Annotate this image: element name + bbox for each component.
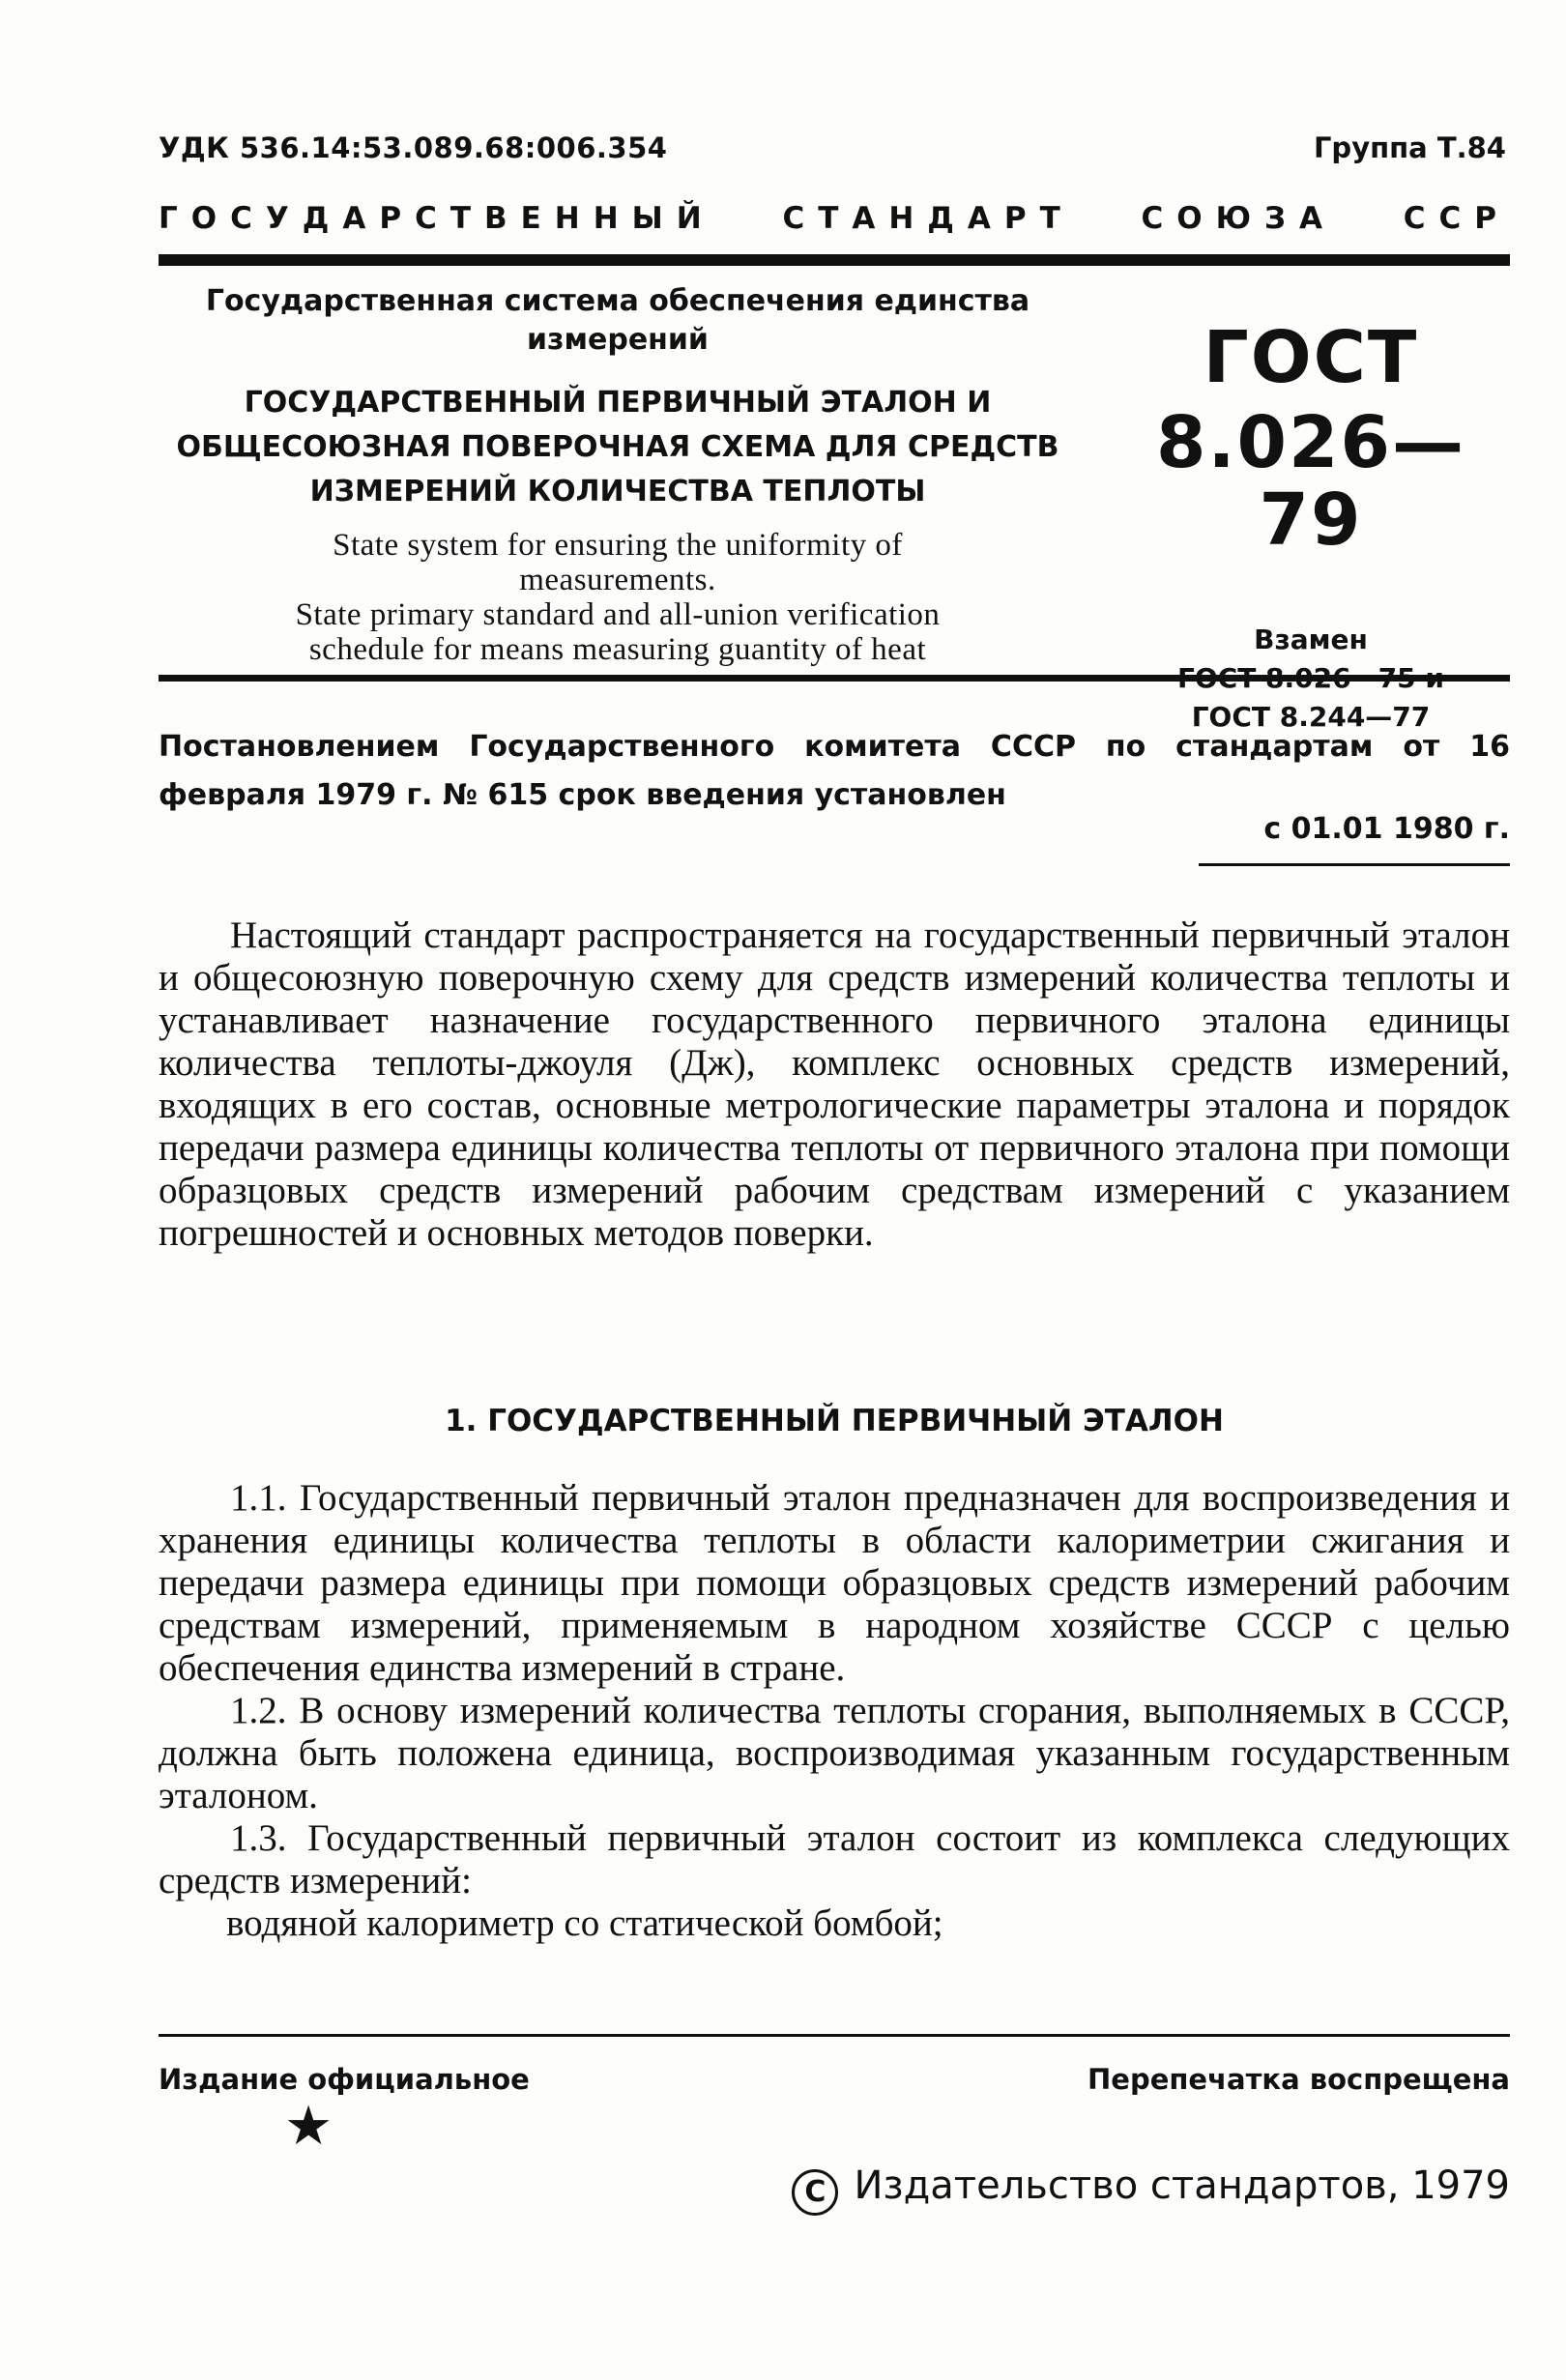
official-edition: Издание официальное	[159, 2063, 530, 2096]
paragraph-1-2: 1.2. В основу измерений количества теплоты сгорания, выполняемых в СССР, должна быть положена единица, воспроизводимая указанным государственным эталоном.	[159, 1690, 1510, 1816]
section-body	[159, 1477, 1510, 1945]
replaces-line: ГОСТ 8.244—77	[1191, 701, 1431, 733]
main-title-line: ИЗМЕРЕНИЙ КОЛИЧЕСТВА ТЕПЛОТЫ	[309, 475, 926, 508]
system-title: Государственная система обеспечения единства измерений	[205, 284, 1030, 357]
udk-code: УДК 536.14:53.089.68:006.354	[159, 131, 668, 164]
standard-header-word: ССР	[1403, 201, 1510, 236]
date-underline	[1199, 863, 1510, 866]
effective-date: с 01.01 1980 г.	[1263, 812, 1510, 846]
paragraph-1-1: 1.1. Государственный первичный эталон предназначен для воспроизведения и хранения единицы количества теплоты в области калориметрии сжигания и передачи размера единицы при помощи образцовых средств измерений рабочим средствам измерений, применяемым в народном хозяйстве СССР с целью обеспечения единства измерений в стране.	[159, 1477, 1510, 1689]
main-title	[159, 381, 1077, 514]
decree-text: Постановлением Государственного комитета СССР по стандартам от 16 февраля 1979 г. № 615 срок введения установлен	[159, 730, 1510, 812]
english-title	[159, 528, 1077, 667]
intro-paragraph: Настоящий стандарт распространяется на государственный первичный эталон и общесоюзную поверочную схему для средств измерений количества теплоты и устанавливает назначение государственного первичного эталона единицы количества теплоты-джоуля (Дж), комплекс основных средств измерений, входящих в его состав, основные метрологические параметры эталона и порядок передачи размера единицы количества теплоты от первичного эталона при помощи образцовых средств измерений рабочим средствам измерений с указанием погрешностей и основных методов поверки.	[159, 914, 1510, 1254]
standard-header-word: СТАНДАРТ	[782, 201, 1074, 236]
footer-rule	[159, 2034, 1510, 2037]
main-title-line: ГОСУДАРСТВЕННЫЙ ПЕРВИЧНЫЙ ЭТАЛОН И	[244, 386, 992, 420]
gost-number: 8.026—79	[1155, 401, 1466, 562]
header-rule	[159, 254, 1510, 266]
title-rule	[159, 675, 1510, 682]
standard-header	[159, 201, 1510, 236]
replaces-label: Взамен	[1254, 624, 1368, 655]
standard-header-word: ГОСУДАРСТВЕННЫЙ	[159, 201, 715, 236]
list-item: водяной калориметр со статической бомбой;	[226, 1902, 943, 1944]
group-code: Группа Т.84	[1313, 131, 1506, 164]
english-title-line: measurements.	[519, 563, 716, 597]
copyright-line	[792, 2163, 1510, 2216]
english-title-line: State system for ensuring the uniformity of	[333, 528, 903, 563]
gost-word: ГОСТ	[1203, 316, 1419, 399]
reprint-prohibited: Перепечатка воспрещена	[1088, 2063, 1510, 2096]
main-title-line: ОБЩЕСОЮЗНАЯ ПОВЕРОЧНАЯ СХЕМА ДЛЯ СРЕДСТВ	[176, 430, 1059, 464]
english-title-line: State primary standard and all-union verification	[295, 597, 941, 632]
copyright-text: Издательство стандартов, 1979	[854, 2163, 1510, 2208]
english-title-line: schedule for means measuring guantity of heat	[308, 632, 927, 667]
paragraph-1-3: 1.3. Государственный первичный эталон состоит из комплекса следующих средств измерений:	[159, 1817, 1510, 1901]
star-icon: ★	[284, 2097, 334, 2157]
section-heading: 1. ГОСУДАРСТВЕННЫЙ ПЕРВИЧНЫЙ ЭТАЛОН	[445, 1404, 1224, 1438]
copyright-icon: C	[792, 2169, 838, 2216]
title-block	[159, 282, 1077, 667]
standard-header-word: СОЮЗА	[1141, 201, 1337, 236]
